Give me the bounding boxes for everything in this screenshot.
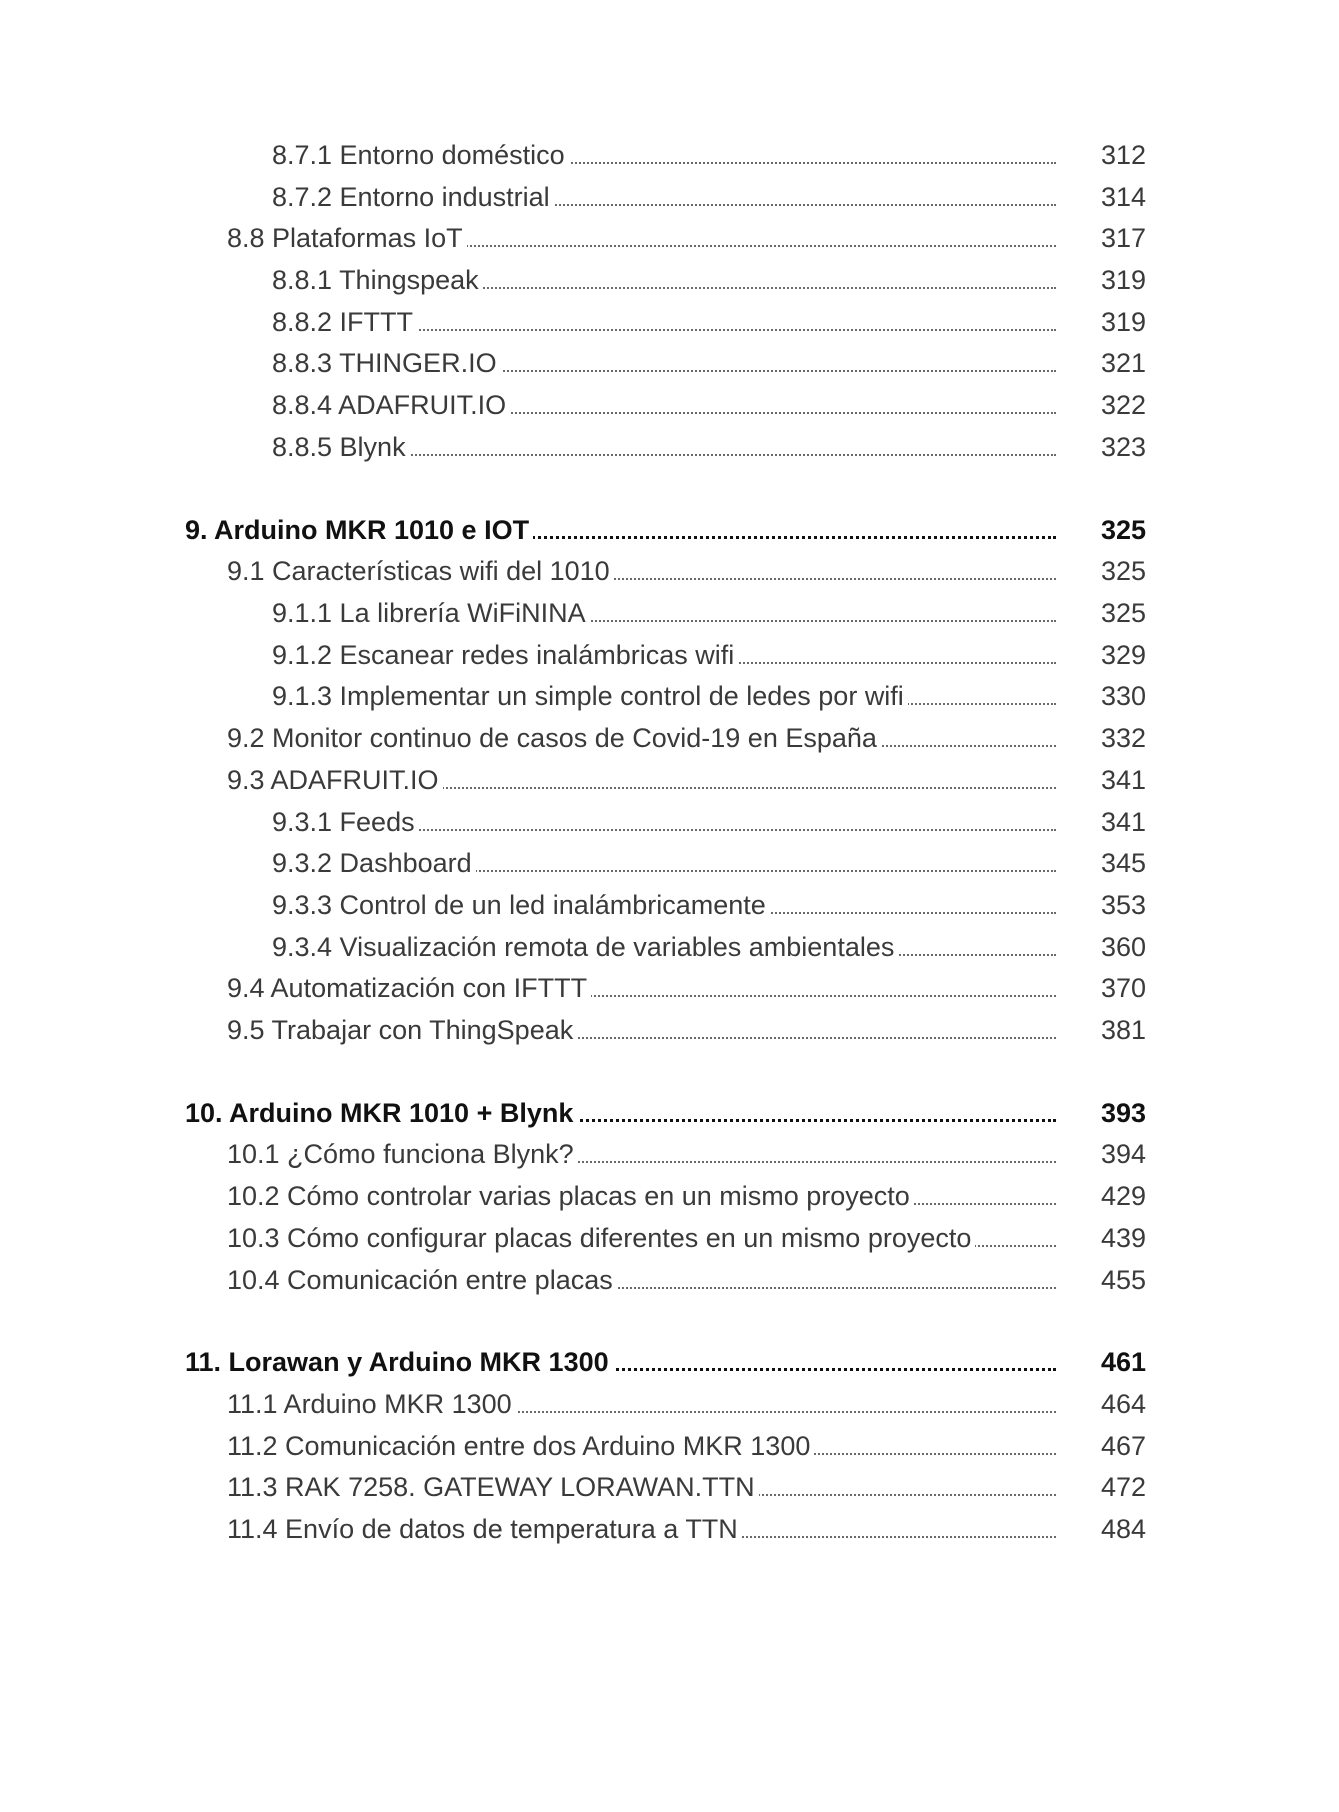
toc-entry-text: 9.3.4 Visualización remota de variables ambientales bbox=[272, 932, 898, 962]
toc-entry-title bbox=[227, 1262, 1056, 1298]
toc-entry bbox=[0, 1386, 1339, 1422]
toc-entry bbox=[0, 304, 1339, 340]
toc-entry-text: 8.8.5 Blynk bbox=[272, 432, 410, 462]
toc-entry-title bbox=[272, 345, 1056, 381]
toc-page-number: 467 bbox=[1100, 1431, 1146, 1461]
toc-entry-text: 9.1.3 Implementar un simple control de ledes por wifi bbox=[272, 681, 908, 711]
toc-entry-text: 8.8.1 Thingspeak bbox=[272, 265, 483, 295]
toc-page-number: 325 bbox=[1100, 515, 1146, 545]
toc-entry-title bbox=[272, 887, 1056, 923]
toc-page-number: 322 bbox=[1100, 390, 1146, 420]
toc-page-number: 370 bbox=[1100, 973, 1146, 1003]
toc-entry-title bbox=[227, 970, 1056, 1006]
toc-entry-title bbox=[227, 553, 1056, 589]
toc-page-number: 484 bbox=[1100, 1514, 1146, 1544]
toc-page-number: 314 bbox=[1100, 182, 1146, 212]
toc-page-number: 381 bbox=[1100, 1015, 1146, 1045]
toc-entry bbox=[0, 1511, 1339, 1547]
toc-page-number: 394 bbox=[1100, 1139, 1146, 1169]
toc-entry bbox=[0, 929, 1339, 965]
toc-entry-text: 10.2 Cómo controlar varias placas en un mismo proyecto bbox=[227, 1181, 914, 1211]
toc-page-number: 464 bbox=[1100, 1389, 1146, 1419]
toc-entry bbox=[0, 678, 1339, 714]
toc-page-number: 472 bbox=[1100, 1472, 1146, 1502]
toc-entry bbox=[0, 553, 1339, 589]
toc-page-number: 455 bbox=[1100, 1265, 1146, 1295]
toc-entry bbox=[0, 595, 1339, 631]
toc-entry bbox=[0, 429, 1339, 465]
toc-entry-title bbox=[227, 1178, 1056, 1214]
toc-entry-text: 8.8.2 IFTTT bbox=[272, 307, 417, 337]
toc-entry-title bbox=[272, 304, 1056, 340]
toc-entry-title bbox=[272, 845, 1056, 881]
toc-entry-text: 8.7.1 Entorno doméstico bbox=[272, 140, 569, 170]
toc-entry-text: 9.1.1 La librería WiFiNINA bbox=[272, 598, 590, 628]
toc-entry-title bbox=[227, 1511, 1056, 1547]
toc-entry-title bbox=[227, 720, 1056, 756]
toc-entry-title bbox=[227, 1469, 1056, 1505]
toc-entry-text: 11.3 RAK 7258. GATEWAY LORAWAN.TTN bbox=[227, 1472, 759, 1502]
toc-entry bbox=[0, 1012, 1339, 1048]
toc-entry-text: 9.1.2 Escanear redes inalámbricas wifi bbox=[272, 640, 738, 670]
toc-entry-text: 9.3.1 Feeds bbox=[272, 807, 419, 837]
toc-entry bbox=[0, 762, 1339, 798]
toc-entry-text: 8.7.2 Entorno industrial bbox=[272, 182, 554, 212]
toc-entry-title bbox=[272, 595, 1056, 631]
toc-entry-title bbox=[272, 429, 1056, 465]
toc-page-number: 341 bbox=[1100, 807, 1146, 837]
toc-entry-text: 8.8.4 ADAFRUIT.IO bbox=[272, 390, 510, 420]
toc-entry-text: 11. Lorawan y Arduino MKR 1300 bbox=[185, 1347, 613, 1377]
toc-entry-title bbox=[272, 387, 1056, 423]
toc-entry bbox=[0, 179, 1339, 215]
toc-entry bbox=[0, 970, 1339, 1006]
toc-entry bbox=[0, 1178, 1339, 1214]
toc-entry-title bbox=[185, 1344, 1056, 1380]
toc-entry-title bbox=[185, 512, 1056, 548]
toc-entry-title bbox=[272, 929, 1056, 965]
toc-entry-text: 9.3.2 Dashboard bbox=[272, 848, 476, 878]
toc-entry bbox=[0, 137, 1339, 173]
toc-page-number: 429 bbox=[1100, 1181, 1146, 1211]
toc-entry-text: 10.3 Cómo configurar placas diferentes en un mismo proyecto bbox=[227, 1223, 975, 1253]
toc-page-number: 325 bbox=[1100, 556, 1146, 586]
toc-page-number: 353 bbox=[1100, 890, 1146, 920]
toc-entry bbox=[0, 1262, 1339, 1298]
toc-entry bbox=[0, 1428, 1339, 1464]
toc-entry-text: 9.4 Automatización con IFTTT bbox=[227, 973, 591, 1003]
toc-entry-text: 9.3.3 Control de un led inalámbricamente bbox=[272, 890, 770, 920]
toc-chapter-entry bbox=[0, 512, 1339, 548]
toc-entry-title bbox=[185, 1095, 1056, 1131]
toc-entry-text: 11.2 Comunicación entre dos Arduino MKR 1300 bbox=[227, 1431, 814, 1461]
toc-entry bbox=[0, 637, 1339, 673]
toc-entry-title bbox=[227, 220, 1056, 256]
toc-entry-title bbox=[227, 1136, 1056, 1172]
toc-entry-title bbox=[272, 179, 1056, 215]
toc-entry-title bbox=[272, 137, 1056, 173]
toc-entry-title bbox=[227, 1012, 1056, 1048]
toc-entry-title bbox=[272, 804, 1056, 840]
toc-entry-title bbox=[272, 678, 1056, 714]
toc-page-number: 461 bbox=[1100, 1347, 1146, 1377]
toc-entry bbox=[0, 262, 1339, 298]
toc-entry-text: 10.4 Comunicación entre placas bbox=[227, 1265, 617, 1295]
toc-entry bbox=[0, 1469, 1339, 1505]
toc-entry bbox=[0, 804, 1339, 840]
toc-page-number: 321 bbox=[1100, 348, 1146, 378]
toc-entry-text: 9. Arduino MKR 1010 e IOT bbox=[185, 515, 533, 545]
toc-entry bbox=[0, 845, 1339, 881]
toc-entry bbox=[0, 887, 1339, 923]
toc-entry-text: 9.2 Monitor continuo de casos de Covid-19 en España bbox=[227, 723, 881, 753]
toc-page-number: 317 bbox=[1100, 223, 1146, 253]
toc-entry-title bbox=[227, 762, 1056, 798]
toc-entry-text: 9.5 Trabajar con ThingSpeak bbox=[227, 1015, 577, 1045]
toc-entry-text: 11.1 Arduino MKR 1300 bbox=[227, 1389, 516, 1419]
toc-entry-title bbox=[272, 262, 1056, 298]
toc-entry-title bbox=[227, 1220, 1056, 1256]
toc-entry-text: 9.3 ADAFRUIT.IO bbox=[227, 765, 443, 795]
toc-entry-text: 8.8 Plataformas IoT bbox=[227, 223, 467, 253]
toc-page-number: 325 bbox=[1100, 598, 1146, 628]
toc-entry-text: 11.4 Envío de datos de temperatura a TTN bbox=[227, 1514, 742, 1544]
toc-page-number: 345 bbox=[1100, 848, 1146, 878]
toc-entry bbox=[0, 720, 1339, 756]
toc-entry bbox=[0, 345, 1339, 381]
toc-entry-title bbox=[227, 1428, 1056, 1464]
toc-page-number: 329 bbox=[1100, 640, 1146, 670]
toc-page-number: 341 bbox=[1100, 765, 1146, 795]
toc-entry bbox=[0, 1136, 1339, 1172]
toc-page-number: 312 bbox=[1100, 140, 1146, 170]
toc-page-number: 439 bbox=[1100, 1223, 1146, 1253]
toc-entry-title bbox=[272, 637, 1056, 673]
toc-page-number: 393 bbox=[1100, 1098, 1146, 1128]
toc-page-number: 319 bbox=[1100, 265, 1146, 295]
toc-page-number: 319 bbox=[1100, 307, 1146, 337]
toc-entry-text: 10.1 ¿Cómo funciona Blynk? bbox=[227, 1139, 578, 1169]
toc-entry bbox=[0, 220, 1339, 256]
toc-entry-text: 9.1 Características wifi del 1010 bbox=[227, 556, 614, 586]
toc-entry bbox=[0, 1220, 1339, 1256]
toc-entry-title bbox=[227, 1386, 1056, 1422]
toc-chapter-entry bbox=[0, 1095, 1339, 1131]
toc-page-number: 330 bbox=[1100, 681, 1146, 711]
toc-page-number: 332 bbox=[1100, 723, 1146, 753]
toc-entry-text: 8.8.3 THINGER.IO bbox=[272, 348, 501, 378]
toc-entry-text: 10. Arduino MKR 1010 + Blynk bbox=[185, 1098, 577, 1128]
toc-page-number: 360 bbox=[1100, 932, 1146, 962]
toc-page-number: 323 bbox=[1100, 432, 1146, 462]
toc-chapter-entry bbox=[0, 1344, 1339, 1380]
toc-entry bbox=[0, 387, 1339, 423]
